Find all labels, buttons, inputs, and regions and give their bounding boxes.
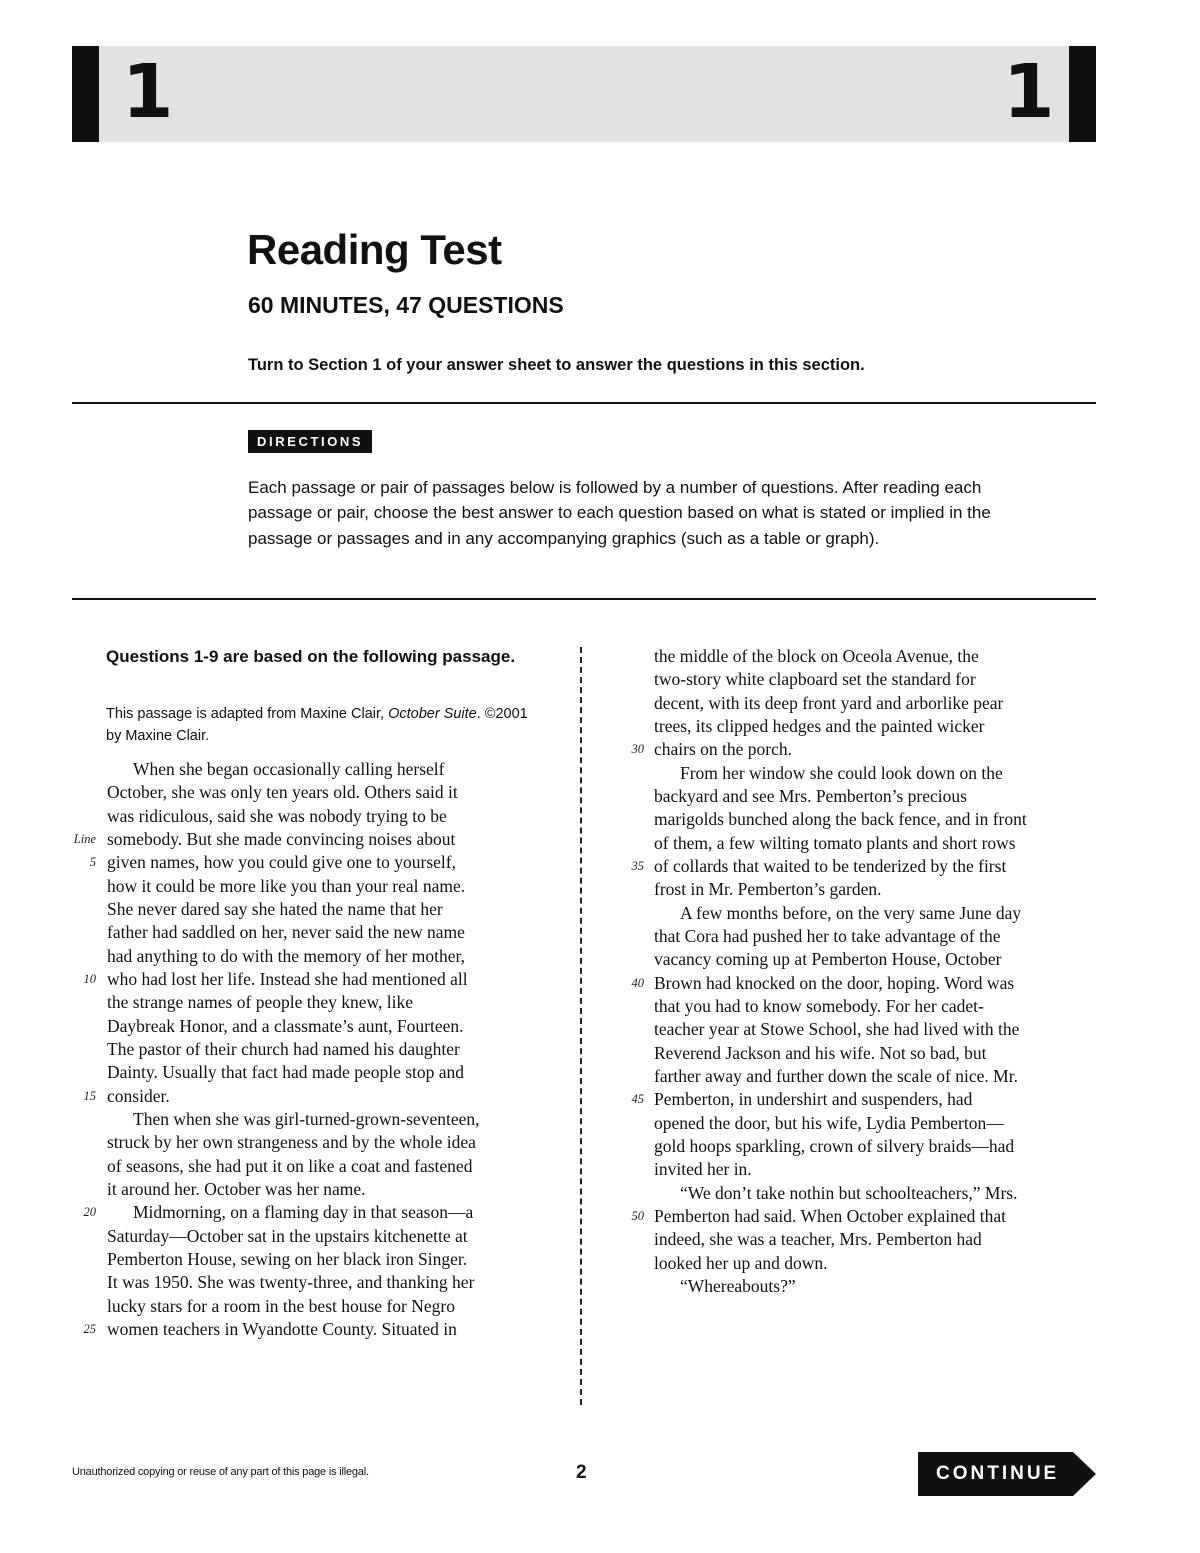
line-number: 35	[631, 858, 644, 873]
passage-line: Pemberton House, sewing on her black iron Singer.	[107, 1248, 468, 1269]
copyright-notice: Unauthorized copying or reuse of any part of this page is illegal.	[72, 1466, 369, 1478]
passage-attribution	[106, 703, 546, 747]
passage-line: Dainty. Usually that fact had made people stop and	[107, 1062, 465, 1083]
passage-line: decent, with its deep front yard and arborlike pear	[654, 692, 1004, 713]
passage-line: given names, how you could give one to yourself,	[107, 852, 456, 873]
line-number: 5	[89, 855, 96, 870]
page-number: 2	[576, 1462, 587, 1483]
passage-line: the middle of the block on Oceola Avenue, the	[654, 646, 979, 666]
passage-line: gold hoops sparkling, crown of silvery braids—had	[654, 1135, 1015, 1156]
column-divider	[580, 647, 582, 1405]
passage-line: Pemberton had said. When October explained that	[654, 1205, 1006, 1226]
passage-line: lucky stars for a room in the best house for Negro	[107, 1295, 455, 1316]
passage-line: that Cora had pushed her to take advantage of the	[654, 925, 1001, 946]
answer-sheet-instruction: Turn to Section 1 of your answer sheet to answer the questions in this section.	[248, 356, 865, 374]
line-number: 25	[83, 1321, 96, 1336]
passage-line: When she began occasionally calling herself	[133, 759, 445, 779]
line-number: 50	[631, 1208, 644, 1223]
directions-label: DIRECTIONS	[248, 430, 372, 453]
attribution-suffix: . ©2001 by Maxine Clair.	[106, 706, 528, 744]
passage-line: Pemberton, in undershirt and suspenders, had	[654, 1089, 973, 1110]
continue-label: CONTINUE	[936, 1463, 1060, 1484]
passage-line: Saturday—October sat in the upstairs kitchenette at	[107, 1225, 468, 1246]
line-number: 45	[631, 1092, 644, 1107]
passage-line: of collards that waited to be tenderized by the first	[654, 855, 1007, 876]
passage-line: Then when she was girl-turned-grown-seventeen,	[133, 1108, 480, 1129]
questions-heading: Questions 1-9 are based on the following passage.	[106, 647, 516, 666]
passage-line: of them, a few wilting tomato plants and short rows	[654, 832, 1016, 853]
passage-line: looked her up and down.	[654, 1252, 828, 1273]
passage-line: who had lost her life. Instead she had mentioned all	[107, 968, 468, 989]
passage-line: opened the door, but his wife, Lydia Pemberton—	[654, 1112, 1004, 1133]
passage-line: Midmorning, on a flaming day in that season—a	[133, 1202, 474, 1223]
section-header-bar-left	[72, 46, 99, 142]
line-number: 40	[631, 975, 644, 990]
line-number: 15	[83, 1088, 96, 1103]
passage-line: marigolds bunched along the back fence, and in front	[654, 809, 1027, 830]
passage-line: how it could be more like you than your real name.	[107, 875, 466, 896]
passage-line: The pastor of their church had named his daughter	[107, 1038, 460, 1059]
passage-line: two-story white clapboard set the standard for	[654, 669, 976, 690]
passage-line: frost in Mr. Pemberton’s garden.	[654, 879, 882, 900]
continue-button[interactable]	[918, 1452, 1096, 1496]
line-number: Line	[73, 831, 96, 846]
passage-line: vacancy coming up at Pemberton House, October	[654, 949, 1002, 970]
passage-line: was ridiculous, said she was nobody trying to be	[107, 805, 447, 826]
passage-line: trees, its clipped hedges and the painted wicker	[654, 715, 985, 736]
passage-line: October, she was only ten years old. Others said it	[107, 782, 458, 803]
section-header-bar-right	[1069, 46, 1096, 142]
passage-line: father had saddled on her, never said the new name	[107, 922, 465, 943]
passage-line: consider.	[107, 1085, 170, 1106]
divider-rule-top	[72, 402, 1096, 404]
test-subtitle: 60 MINUTES, 47 QUESTIONS	[248, 292, 564, 318]
passage-line: It was 1950. She was twenty-three, and thanking her	[107, 1272, 475, 1293]
passage-line: had anything to do with the memory of her mother,	[107, 945, 465, 966]
passage-line: struck by her own strangeness and by the whole idea	[107, 1132, 476, 1153]
attribution-title: October Suite	[388, 706, 477, 722]
passage-line: “Whereabouts?”	[680, 1275, 796, 1296]
passage-line: From her window she could look down on the	[680, 762, 1003, 783]
passage-line: backyard and see Mrs. Pemberton’s precious	[654, 785, 967, 806]
passage-line: She never dared say she hated the name that her	[107, 898, 443, 919]
divider-rule-bottom	[72, 598, 1096, 600]
passage-line: A few months before, on the very same June day	[680, 902, 1022, 923]
passage-line: Brown had knocked on the door, hoping. Word was	[654, 972, 1015, 993]
passage-line: teacher year at Stowe School, she had lived with the	[654, 1019, 1020, 1040]
passage-line: women teachers in Wyandotte County. Situated in	[107, 1318, 457, 1339]
section-number-left: 1	[122, 49, 174, 135]
passage-line: “We don’t take nothin but schoolteachers,” Mrs.	[680, 1182, 1018, 1203]
passage-line: of seasons, she had put it on like a coat and fastened	[107, 1155, 473, 1176]
passage-line: invited her in.	[654, 1159, 752, 1180]
attribution-prefix: This passage is adapted from Maxine Clair,	[106, 706, 389, 722]
passage-line: somebody. But she made convincing noises about	[107, 828, 456, 849]
line-number: 30	[631, 742, 644, 757]
passage-line: the strange names of people they knew, like	[107, 992, 413, 1013]
line-number: 10	[83, 971, 96, 986]
test-title: Reading Test	[247, 226, 502, 273]
passage-line: chairs on the porch.	[654, 739, 793, 760]
passage-line: indeed, she was a teacher, Mrs. Pemberton had	[654, 1229, 982, 1250]
directions-text: Each passage or pair of passages below is followed by a number of questions. After reading each passage or pair, choose the best answer to each question based on what is stated or implied in the passage or passages and in any accompanying graphics (such as a table or graph).	[248, 478, 991, 548]
line-number: 20	[83, 1205, 96, 1220]
passage-line: farther away and further down the scale of nice. Mr.	[654, 1065, 1018, 1086]
passage-line: Daybreak Honor, and a classmate’s aunt, Fourteen.	[107, 1015, 464, 1036]
passage-line: it around her. October was her name.	[107, 1178, 366, 1199]
section-header-band	[72, 46, 1096, 142]
passage-line: Reverend Jackson and his wife. Not so bad, but	[654, 1042, 987, 1063]
passage-line: that you had to know somebody. For her cadet-	[654, 995, 984, 1016]
section-number-right: 1	[1003, 49, 1055, 135]
